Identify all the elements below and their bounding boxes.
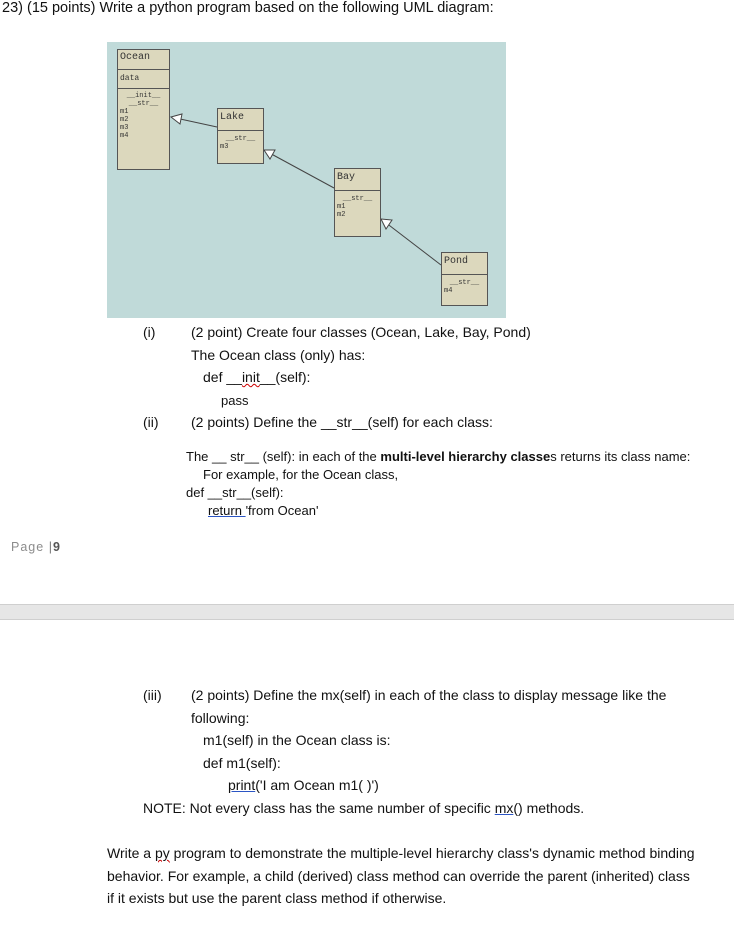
lake-ocean-arrowhead bbox=[171, 114, 182, 124]
part3-code1: m1(self) in the Ocean class is: bbox=[203, 732, 391, 748]
pond-bay-arrow bbox=[381, 219, 441, 265]
final-paragraph: Write a py program to demonstrate the multiple-level hierarchy class's dynamic method binding behavior. For example, a child (derived) class method can override the parent (inherited) class if it exists but use the parent class method if otherwise. bbox=[107, 845, 695, 906]
bay-lake-arrow bbox=[264, 150, 334, 188]
class-op: m1 bbox=[120, 108, 129, 116]
part1-number: (i) bbox=[143, 324, 156, 340]
part1-text: (2 point) Create four classes (Ocean, Lake, Bay, Pond) bbox=[191, 324, 531, 340]
class-op: m3 bbox=[220, 143, 229, 151]
page-break bbox=[0, 604, 734, 620]
uml-class-lake bbox=[217, 108, 264, 164]
part3-number: (iii) bbox=[143, 687, 162, 703]
uml-class-ocean bbox=[117, 49, 170, 170]
class-op: m2 bbox=[120, 116, 129, 124]
class-op: __init__ bbox=[126, 92, 161, 100]
class-op: __str__ bbox=[225, 135, 256, 143]
class-op: __str__ bbox=[449, 279, 480, 287]
class-op: m1 bbox=[337, 203, 346, 211]
part3-code-print: print('I am Ocean m1( )') bbox=[228, 777, 379, 793]
question-heading: 23) (15 points) Write a python program based on the following UML diagram: bbox=[2, 0, 494, 16]
part2-description: The __ str__ (self): in each of the multi-level hierarchy classes returns its class name: bbox=[186, 449, 691, 464]
class-name: Bay bbox=[337, 172, 356, 183]
part3-line2: following: bbox=[191, 710, 250, 726]
part2-text: (2 points) Define the __str__(self) for each class: bbox=[191, 414, 493, 430]
class-op: m3 bbox=[120, 124, 129, 132]
part3-code2: def m1(self): bbox=[203, 755, 281, 771]
class-name: Lake bbox=[220, 112, 245, 123]
part2-example: For example, for the Ocean class, bbox=[203, 467, 399, 482]
class-name: Ocean bbox=[120, 52, 151, 63]
class-name: Pond bbox=[444, 256, 469, 267]
part2-code-def: def __str__(self): bbox=[186, 485, 284, 500]
pond-bay-arrowhead bbox=[381, 219, 392, 229]
uml-class-pond bbox=[441, 252, 488, 306]
class-op: m4 bbox=[120, 132, 129, 140]
class-attribute: data bbox=[120, 74, 140, 83]
uml-class-bay bbox=[334, 168, 381, 237]
part2-number: (ii) bbox=[143, 414, 159, 430]
class-op: m2 bbox=[337, 211, 346, 219]
class-op: m4 bbox=[444, 287, 453, 295]
bay-lake-arrowhead bbox=[264, 150, 275, 159]
class-op: __str__ bbox=[342, 195, 373, 203]
part3-note: NOTE: Not every class has the same number of specific mx() methods. bbox=[143, 800, 585, 816]
part1-code-def: def __init__(self): bbox=[203, 369, 311, 385]
page-number: Page |9 bbox=[11, 540, 61, 554]
class-op: __str__ bbox=[128, 100, 159, 108]
part2-code-return: return 'from Ocean' bbox=[208, 503, 319, 518]
part3-text: (2 points) Define the mx(self) in each of the class to display message like the bbox=[191, 687, 667, 703]
part1-code-pass: pass bbox=[221, 393, 249, 408]
part1-line2: The Ocean class (only) has: bbox=[191, 347, 366, 363]
